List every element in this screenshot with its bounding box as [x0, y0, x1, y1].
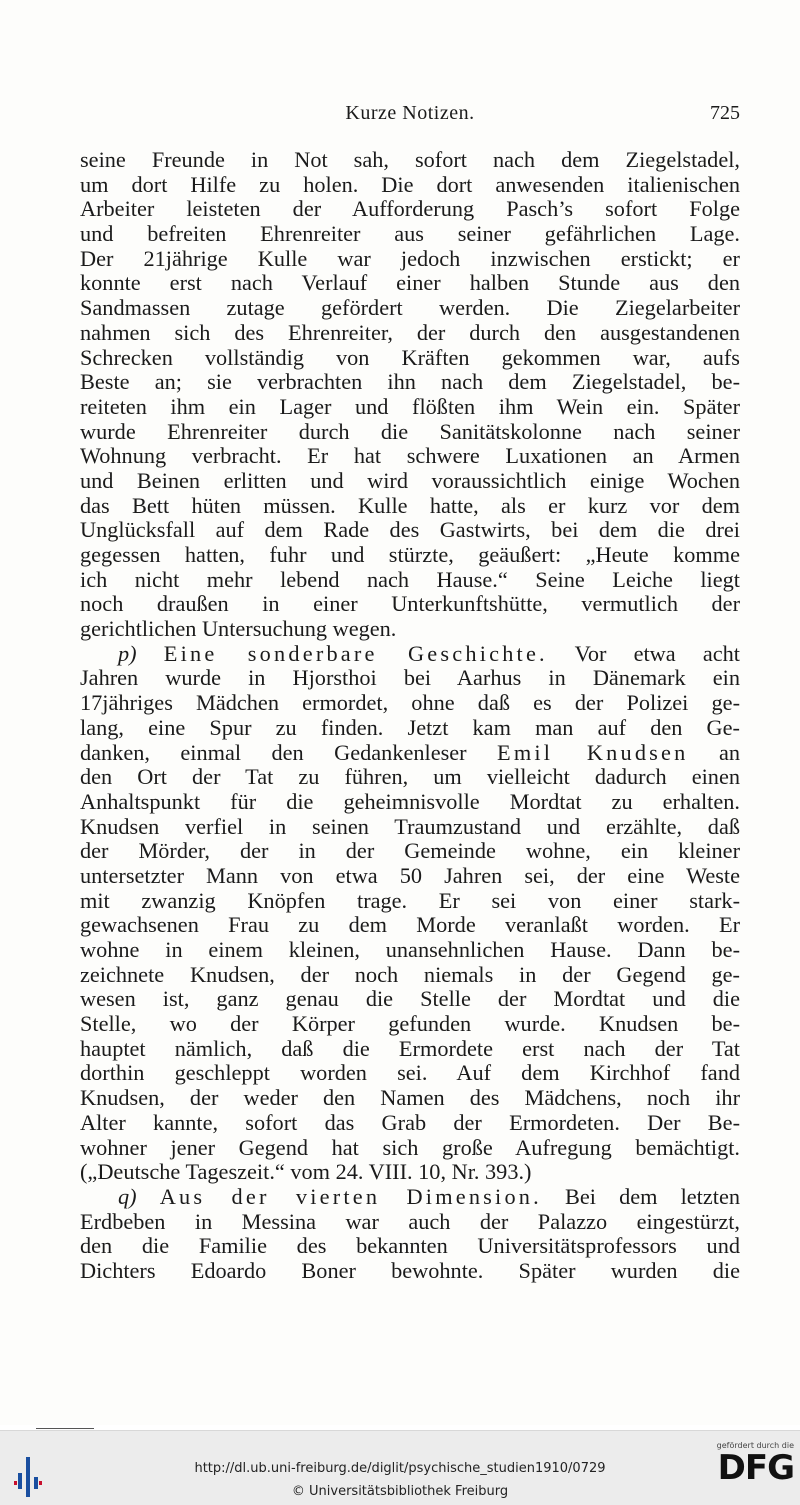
text-line: der Mörder, der in der Gemeinde wohne, ein kleiner: [80, 838, 740, 864]
section-heading-line-p: [80, 642, 740, 667]
text-line: Anhaltspunkt für die geheimnisvolle Mordtat zu erhalten.: [80, 788, 740, 814]
section-marker-p: p): [118, 640, 137, 666]
section-heading-line-q: [80, 1185, 740, 1210]
page-header: [80, 102, 740, 132]
text-line: nahmen sich des Ehrenreiter, der durch den ausgestandenen: [80, 319, 740, 345]
text-line: Schrecken vollständig von Kräften gekommen war, aufs: [80, 344, 740, 370]
viewer-footer: [0, 1430, 800, 1505]
dfg-caption: gefördert durch die: [716, 1441, 794, 1450]
text-line: mit zwanzig Knöpfen trage. Er sei von einer stark-: [80, 887, 740, 913]
text-line: hauptet nämlich, daß die Ermordete erst nach der Tat: [80, 1035, 740, 1061]
text-line: Beste an; sie verbrachten ihn nach dem Ziegelstadel, be-: [80, 369, 740, 395]
divider: [36, 1428, 94, 1429]
text-line: lang, eine Spur zu finden. Jetzt kam man auf den Ge-: [80, 714, 740, 740]
permalink-url[interactable]: http://dl.ub.uni-freiburg.de/diglit/psychische_studien1910/0729: [194, 1461, 606, 1476]
text-line: und Beinen erlitten und wird voraussichtlich einige Wochen: [80, 467, 740, 493]
text-line: um dort Hilfe zu holen. Die dort anwesenden italienischen: [80, 171, 740, 197]
text-line: Unglücksfall auf dem Rade des Gastwirts, bei dem die drei: [80, 517, 740, 543]
text-line: dorthin geschleppt worden sei. Auf dem Kirchhof fand: [80, 1060, 740, 1086]
text-line: wohne in einem kleinen, unansehnlichen Hause. Dann be-: [80, 937, 740, 962]
text-line: ich nicht mehr lebend nach Hause.“ Seine Leiche liegt: [80, 566, 740, 592]
text-line: Der 21jährige Kulle war jedoch inzwischen erstickt; er: [80, 245, 740, 271]
text-line: Sandmassen zutage gefördert werden. Die Ziegelarbeiter: [80, 295, 740, 321]
text-line: Alter kannte, sofort das Grab der Ermordeten. Der Be-: [80, 1109, 740, 1135]
citation-line: („Deutsche Tageszeit.“ vom 24. VIII. 10, Nr. 393.): [80, 1159, 532, 1185]
running-head: Kurze Notizen.: [345, 102, 475, 124]
text-line: Arbeiter leisteten der Aufforderung Pasch’s sofort Folge: [80, 196, 740, 222]
text-line: noch draußen in einer Unterkunftshütte, vermutlich der: [80, 591, 740, 617]
dfg-logo-text: DFG: [717, 1448, 794, 1488]
text-line: untersetzter Mann von etwa 50 Jahren sei, der eine Weste: [80, 862, 740, 888]
text-line: konnte erst nach Verlauf einer halben Stunde aus den: [80, 270, 740, 296]
section-heading-q: Aus der vierten Dimension.: [159, 1183, 542, 1209]
text-line: Jahren wurde in Hjorsthoi bei Aarhus in Dänemark ein: [80, 665, 740, 691]
text-line: Erdbeben in Messina war auch der Palazzo eingestürzt,: [80, 1208, 740, 1234]
copyright-notice: © Universitätsbibliothek Freiburg: [291, 1484, 509, 1499]
dfg-logo: [704, 1441, 794, 1501]
section-heading-p: Eine sonderbare Geschichte.: [163, 640, 548, 666]
text-line: reiteten ihm ein Lager und flößten ihm Wein ein. Später: [80, 393, 740, 419]
section-marker-q: q): [118, 1183, 137, 1209]
text-line: seine Freunde in Not sah, sofort nach dem Ziegelstadel,: [80, 147, 740, 172]
text-line: wesen ist, ganz genau die Stelle der Mordtat und die: [80, 986, 740, 1012]
body-text: [80, 148, 740, 1284]
text-line: 17jähriges Mädchen ermordet, ohne daß es der Polizei ge-: [80, 690, 740, 716]
person-name: Emil Knudsen: [497, 739, 689, 765]
text-line: wurde Ehrenreiter durch die Sanitätskolonne nach seiner: [80, 418, 740, 444]
text-line: das Bett hüten müssen. Kulle hatte, als er kurz vor dem: [80, 492, 740, 518]
text-line: gewachsenen Frau zu dem Morde veranlaßt worden. Er: [80, 912, 740, 938]
page-number: 725: [710, 102, 740, 124]
text-line: gerichtlichen Untersuchung wegen.: [80, 616, 397, 642]
text-line: den Ort der Tat zu führen, um vielleicht dadurch einen: [80, 764, 740, 790]
text-line: wohner jener Gegend hat sich große Aufregung bemächtigt.: [80, 1134, 740, 1160]
text-line: Knudsen verfiel in seinen Traumzustand und erzählte, daß: [80, 813, 740, 839]
text-fragment: danken, einmal den Gedankenleser: [80, 739, 467, 765]
text-line: den die Familie des bekannten Universitätsprofessors und: [80, 1233, 740, 1259]
text-line: und befreiten Ehrenreiter aus seiner gefährlichen Lage.: [80, 221, 740, 247]
text-line: zeichnete Knudsen, der noch niemals in der Gegend ge-: [80, 961, 740, 987]
text-line: gegessen hatten, fuhr und stürzte, geäußert: „Heute komme: [80, 542, 740, 567]
text-line: Dichters Edoardo Boner bewohnte. Später wurden die: [80, 1257, 740, 1283]
text-line: Wohnung verbracht. Er hat schwere Luxationen an Armen: [80, 443, 740, 469]
section-lead-p: Vor etwa acht: [574, 640, 740, 666]
text-line: Knudsen, der weder den Namen des Mädchens, noch ihr: [80, 1085, 740, 1111]
text-fragment: an: [718, 739, 740, 765]
text-line-with-name: [80, 741, 740, 766]
text-line: Stelle, wo der Körper gefunden wurde. Knudsen be-: [80, 1011, 740, 1037]
section-lead-q: Bei dem letzten: [565, 1183, 741, 1209]
